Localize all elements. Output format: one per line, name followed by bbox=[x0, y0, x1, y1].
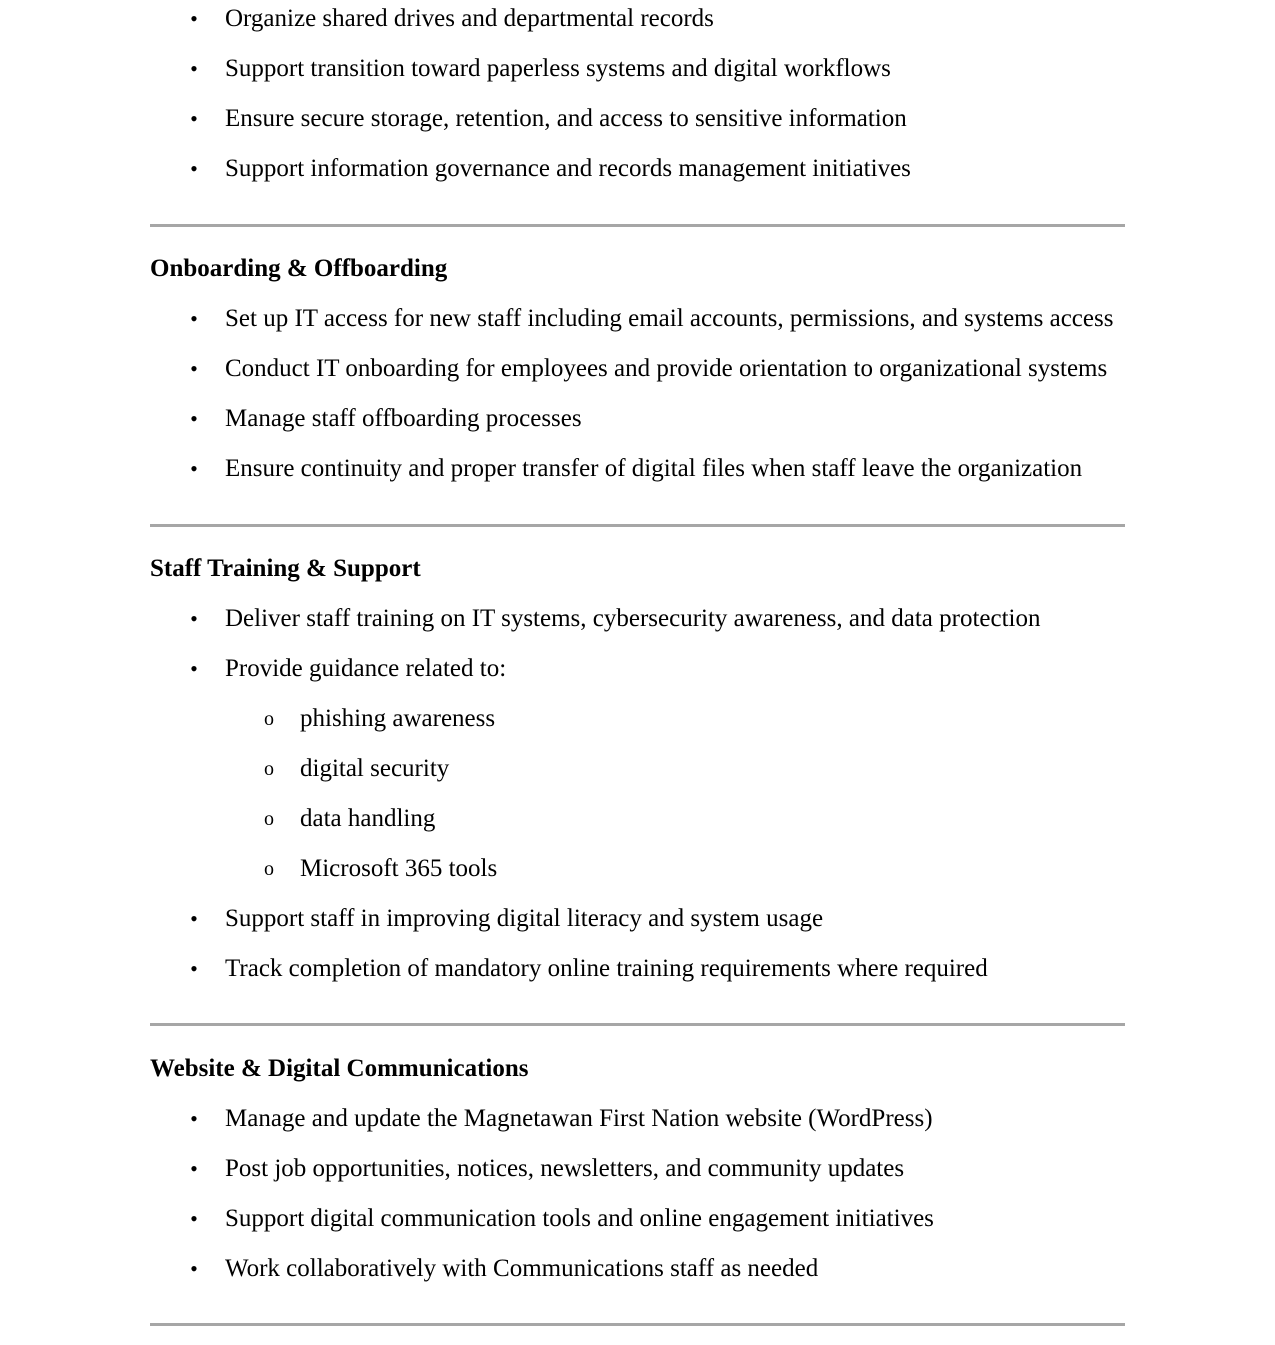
list-item-text: Support transition toward paperless systems and digital workflows bbox=[225, 55, 891, 82]
list-item bbox=[0, 1155, 1275, 1183]
list-item bbox=[0, 155, 1275, 183]
list-item-text: Deliver staff training on IT systems, cybersecurity awareness, and data protection bbox=[225, 605, 1041, 632]
circle-bullet-icon: o bbox=[264, 858, 274, 880]
list-item bbox=[0, 955, 1275, 983]
list-item bbox=[0, 55, 1275, 83]
section-divider bbox=[150, 1323, 1125, 1326]
list-item bbox=[0, 105, 1275, 133]
bullet-icon: • bbox=[190, 406, 198, 431]
circle-bullet-icon: o bbox=[264, 758, 274, 780]
list-item-text: Organize shared drives and departmental records bbox=[225, 5, 714, 32]
list-item bbox=[0, 455, 1275, 483]
bullet-icon: • bbox=[190, 6, 198, 31]
list-item bbox=[0, 655, 1275, 683]
list-item-text: Manage staff offboarding processes bbox=[225, 405, 582, 432]
list-item bbox=[0, 305, 1275, 333]
bullet-icon: • bbox=[190, 906, 198, 931]
section-heading-website: Website & Digital Communications bbox=[150, 1055, 529, 1082]
list-item-text: Conduct IT onboarding for employees and provide orientation to organizational systems bbox=[225, 355, 1108, 382]
list-item-text: Set up IT access for new staff including email accounts, permissions, and systems access bbox=[225, 305, 1114, 332]
list-item-text: Manage and update the Magnetawan First Nation website (WordPress) bbox=[225, 1105, 933, 1132]
list-item-text: Ensure secure storage, retention, and access to sensitive information bbox=[225, 105, 907, 132]
bullet-icon: • bbox=[190, 306, 198, 331]
sub-list-item bbox=[0, 705, 1275, 733]
sub-list-item bbox=[0, 755, 1275, 783]
sub-list-item bbox=[0, 855, 1275, 883]
list-item-text: Work collaboratively with Communications staff as needed bbox=[225, 1255, 819, 1282]
bullet-icon: • bbox=[190, 606, 198, 631]
list-item-text: Post job opportunities, notices, newsletters, and community updates bbox=[225, 1155, 905, 1182]
circle-bullet-icon: o bbox=[264, 808, 274, 830]
sub-list-item-text: digital security bbox=[300, 755, 450, 782]
list-item bbox=[0, 1105, 1275, 1133]
bullet-icon: • bbox=[190, 106, 198, 131]
bullet-icon: • bbox=[190, 56, 198, 81]
list-item-text: Ensure continuity and proper transfer of digital files when staff leave the organization bbox=[225, 455, 1083, 482]
sub-list-item bbox=[0, 805, 1275, 833]
list-item-text: Provide guidance related to: bbox=[225, 655, 507, 682]
list-item-text: Support staff in improving digital literacy and system usage bbox=[225, 905, 824, 932]
list-item-text: Support information governance and records management initiatives bbox=[225, 155, 911, 182]
bullet-icon: • bbox=[190, 1256, 198, 1281]
bullet-icon: • bbox=[190, 1206, 198, 1231]
section-heading-training: Staff Training & Support bbox=[150, 555, 421, 582]
list-item bbox=[0, 355, 1275, 383]
section-divider bbox=[150, 224, 1125, 227]
section-divider bbox=[150, 524, 1125, 527]
list-item bbox=[0, 1255, 1275, 1283]
circle-bullet-icon: o bbox=[264, 708, 274, 730]
bullet-icon: • bbox=[190, 1106, 198, 1131]
sub-list-item-text: data handling bbox=[300, 805, 436, 832]
list-item-text: Support digital communication tools and online engagement initiatives bbox=[225, 1205, 934, 1232]
bullet-icon: • bbox=[190, 356, 198, 381]
list-item bbox=[0, 905, 1275, 933]
bullet-icon: • bbox=[190, 456, 198, 481]
bullet-icon: • bbox=[190, 156, 198, 181]
bullet-icon: • bbox=[190, 956, 198, 981]
sub-list-item-text: phishing awareness bbox=[300, 705, 496, 732]
section-divider bbox=[150, 1023, 1125, 1026]
bullet-icon: • bbox=[190, 656, 198, 681]
list-item-text: Track completion of mandatory online training requirements where required bbox=[225, 955, 988, 982]
section-heading-onboarding: Onboarding & Offboarding bbox=[150, 255, 448, 282]
list-item bbox=[0, 405, 1275, 433]
list-item bbox=[0, 605, 1275, 633]
sub-list-item-text: Microsoft 365 tools bbox=[300, 855, 498, 882]
list-item bbox=[0, 5, 1275, 33]
list-item bbox=[0, 1205, 1275, 1233]
bullet-icon: • bbox=[190, 1156, 198, 1181]
